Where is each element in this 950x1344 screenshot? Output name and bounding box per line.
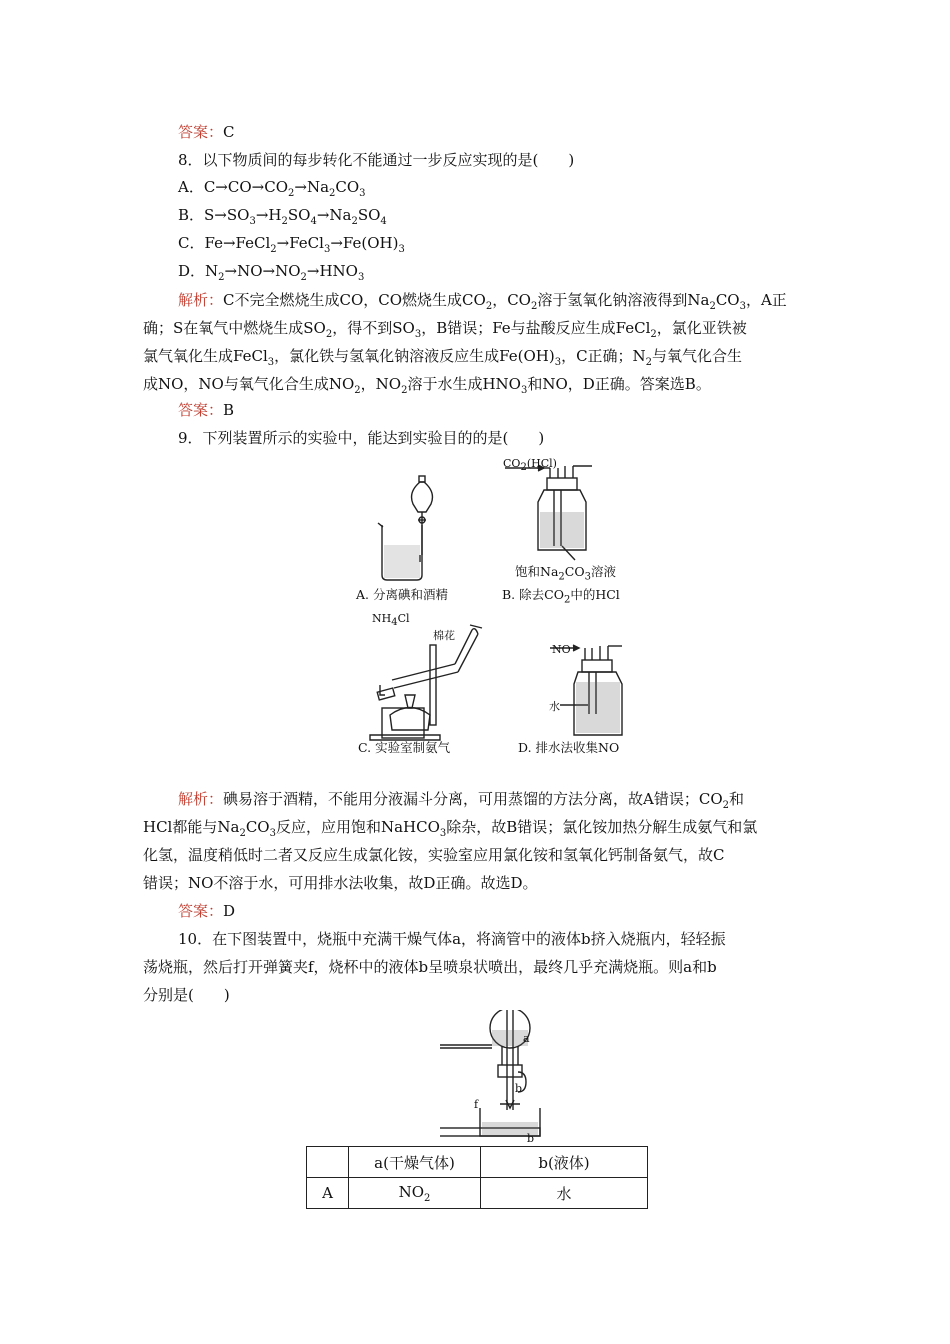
q8-option-b: B．$S\to SO_3\to H_2SO_4\to Na_2SO_4$ xyxy=(178,206,387,227)
q9-caption-d: D. 排水法收集NO xyxy=(518,740,620,755)
q10-label-b-dropper: b xyxy=(515,1082,523,1095)
table-cell-b: 水 xyxy=(481,1178,648,1209)
q8-option-a: A．$C\to CO\to CO_2\to Na_2CO_3$ xyxy=(178,178,366,199)
q9-analysis-line-2: HCl都能与$Na_2CO_3$反应，应用饱和NaHCO$_3$除杂，故B错误；氯化铵加热分解生成氨气和氯 xyxy=(143,818,758,839)
table-header-cell: b(液体) xyxy=(481,1147,648,1178)
q8-option-d: D．$N_2\to NO\to NO_2\to HNO_3$ xyxy=(178,262,365,283)
test-tube-c xyxy=(392,664,458,688)
q9-b-solution-label: 饱和$Na_2CO_3$溶液 xyxy=(515,564,616,583)
q9-caption-a: A. 分离碘和酒精 xyxy=(356,587,448,602)
q9-caption-b: B. 除去$CO_2$中的HCl xyxy=(502,587,620,606)
q10-stem-line-1: 10．在下图装置中，烧瓶中充满干燥气体a，将滴管中的液体b挤入烧瓶内，轻轻振 xyxy=(178,930,726,948)
q10-options-table xyxy=(306,1146,648,1209)
q9-b-gas-label: $CO_2(HCl)$ xyxy=(503,457,557,474)
q9-analysis-line-3: 化氢，温度稍低时二者又反应生成氯化铵，实验室应用氯化铵和氢氧化钙制备氨气，故C xyxy=(143,846,725,864)
q9-caption-c: C. 实验室制氨气 xyxy=(358,740,451,755)
q7-answer: 答案：C xyxy=(178,123,235,141)
q8-analysis-line-3: 氯气氧化生成FeCl$_3$，氯化铁与氢氧化钠溶液反应生成$Fe(OH)_3$，C正确；$N_2$与氧气化合生 xyxy=(143,347,743,368)
q8-analysis-line-2: 确；S在氧气中燃烧生成$SO_2$，得不到$SO_3$，B错误；Fe与盐酸反应生成FeCl$_2$，氯化亚铁被 xyxy=(143,319,747,340)
q8-answer: 答案：B xyxy=(178,401,235,419)
q10-label-b-beaker: b xyxy=(527,1132,535,1145)
q8-stem: 8．以下物质间的每步转化不能通过一步反应实现的是( ) xyxy=(178,151,575,169)
q9-d-gas-label: NO xyxy=(552,643,571,656)
q8-analysis-line-1: 解析：C不完全燃烧生成CO，CO燃烧生成$CO_2$，$CO_2$溶于氢氧化钠溶液得到$Na_2CO_3$，A正 xyxy=(178,291,787,312)
q9-c-reagent-label: $NH_4Cl$ xyxy=(372,612,410,629)
q8-option-c: C．$Fe\to FeCl_2\to FeCl_3\to Fe(OH)_3$ xyxy=(178,234,405,255)
table-cell-a: $NO_2$ xyxy=(349,1178,481,1209)
table-header-cell xyxy=(307,1147,349,1178)
table-header-cell: a(干燥气体) xyxy=(349,1147,481,1178)
separatory-funnel xyxy=(412,482,433,512)
q9-c-cotton-label: 棉花 xyxy=(433,629,455,642)
q10-label-f: f xyxy=(474,1098,479,1111)
table-row xyxy=(307,1178,648,1209)
q9-analysis-line-4: 错误；NO不溶于水，可用排水法收集，故D正确。故选D。 xyxy=(143,874,538,892)
label-pointer-b xyxy=(562,546,575,560)
q10-label-a: a xyxy=(523,1032,530,1045)
q10-stem-line-3: 分别是( ) xyxy=(143,986,230,1004)
q9-d-water-label: 水 xyxy=(549,700,560,713)
q8-analysis-line-4: 成NO，NO与氧气化合生成$NO_2$，$NO_2$溶于水生成$HNO_3$和NO，D正确。答案选B。 xyxy=(143,375,711,396)
table-header-row xyxy=(307,1147,648,1178)
q10-stem-line-2: 荡烧瓶，然后打开弹簧夹f，烧杯中的液体b呈喷泉状喷出，最终几乎充满烧瓶。则a和b xyxy=(143,958,717,976)
table-cell-option: A xyxy=(307,1178,349,1209)
q9-stem: 9．下列装置所示的实验中，能达到实验目的的是( ) xyxy=(178,429,545,447)
q10-fountain-apparatus xyxy=(440,1010,590,1142)
q9-answer: 答案：D xyxy=(178,902,236,920)
q9-analysis-line-1: 解析：碘易溶于酒精，不能用分液漏斗分离，可用蒸馏的方法分离，故A错误；$CO_2$和 xyxy=(178,790,745,811)
